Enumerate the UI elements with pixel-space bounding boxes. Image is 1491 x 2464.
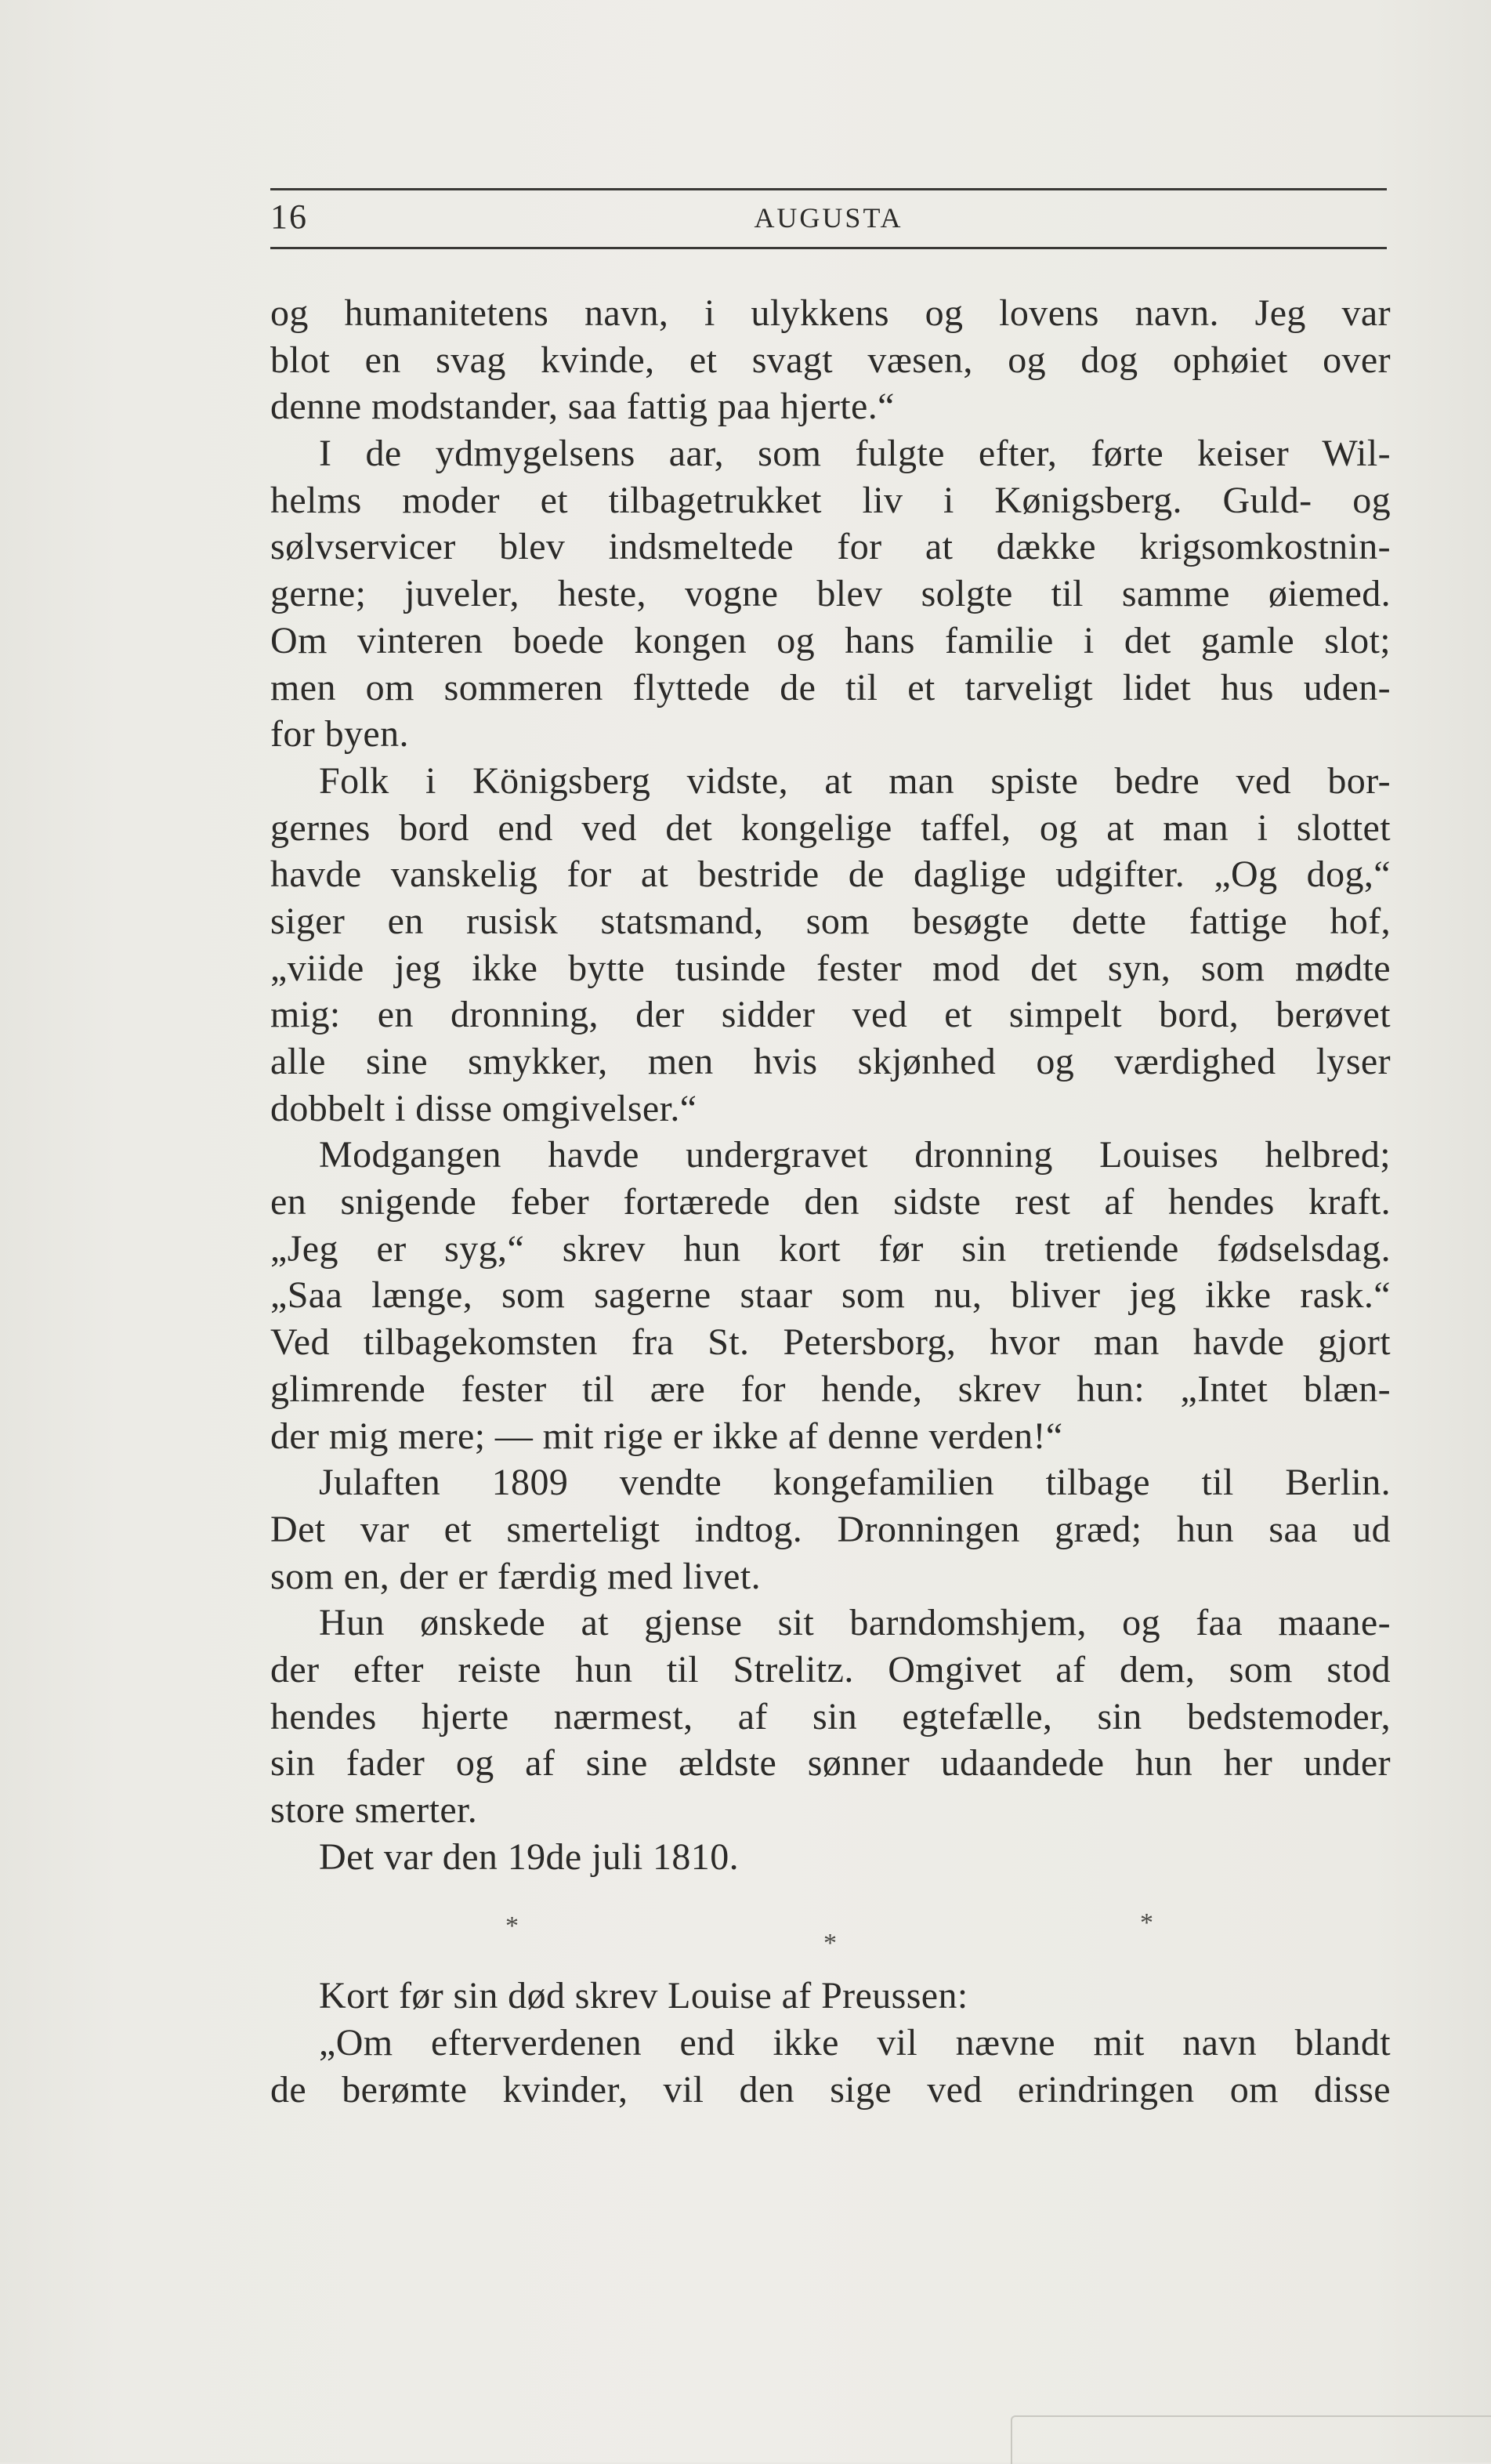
text-line: mig: en dronning, der sidder ved et simpelt bord, berøvet [270, 994, 1391, 1036]
text-line: Det var den 19de juli 1810. [319, 1835, 740, 1878]
page-edge-mark [1011, 2415, 1491, 2464]
text-line: de berømte kvinder, vil den sige ved erindringen om disse [270, 2068, 1391, 2111]
text-line: men om sommeren flyttede de til et tarveligt lidet hus uden- [270, 666, 1391, 708]
text-line: blot en svag kvinde, et svagt væsen, og dog ophøiet over [270, 339, 1391, 381]
text-line: Folk i Königsberg vidste, at man spiste bedre ved bor- [319, 759, 1391, 802]
text-line: Det var et smerteligt indtog. Dronningen græd; hun saa ud [270, 1508, 1391, 1550]
text-line: „Om efterverdenen end ikke vil nævne mit navn blandt [319, 2022, 1391, 2064]
text-line: Ved tilbagekomsten fra St. Petersborg, hvor man havde gjort [270, 1321, 1391, 1364]
text-line: I de ydmygelsens aar, som fulgte efter, førte keiser Wil- [319, 433, 1391, 475]
text-line: som en, der er færdig med livet. [270, 1555, 761, 1597]
text-line: Julaften 1809 vendte kongefamilien tilbage til Berlin. [319, 1462, 1391, 1504]
text-line: hendes hjerte nærmest, af sin egtefælle, sin bedstemoder, [270, 1695, 1391, 1737]
running-head: AUGUSTA [754, 202, 903, 234]
text-line: for byen. [270, 713, 409, 756]
text-line: sølvservicer blev indsmeltede for at dække krigsomkostnin- [270, 526, 1391, 568]
text-line: alle sine smykker, men hvis skjønhed og værdighed lyser [270, 1041, 1391, 1082]
text-line: og humanitetens navn, i ulykkens og lovens navn. Jeg var [270, 292, 1391, 334]
text-line: Hun ønskede at gjense sit barndomshjem, og faa maane- [319, 1602, 1391, 1644]
text-line: „Saa længe, som sagerne staar som nu, bliver jeg ikke rask.“ [270, 1274, 1391, 1317]
text-line: Modgangen havde undergravet dronning Louises helbred; [319, 1134, 1391, 1176]
page-number: 16 [270, 197, 308, 236]
text-line: havde vanskelig for at bestride de daglige udgifter. „Og dog,“ [270, 853, 1391, 896]
text-block-closing [270, 1973, 1391, 2113]
body-text [270, 290, 1391, 2113]
text-line: der efter reiste hun til Strelitz. Omgivet af dem, som stod [270, 1648, 1391, 1690]
text-line: gernes bord end ved det kongelige taffel, og at man i slottet [270, 806, 1391, 849]
page-header [270, 188, 1387, 249]
separator-star-left: * [505, 1911, 519, 1941]
text-line: helms moder et tilbagetrukket liv i Kønigsberg. Guld- og [270, 479, 1391, 521]
text-line: denne modstander, saa fattig paa hjerte.“ [270, 386, 895, 428]
section-separator [270, 1880, 1391, 1973]
text-line: Kort før sin død skrev Louise af Preussen: [319, 1975, 968, 2017]
text-line: „Jeg er syg,“ skrev hun kort før sin tretiende fødselsdag. [270, 1227, 1391, 1270]
text-line: glimrende fester til ære for hende, skrev hun: „Intet blæn- [270, 1368, 1391, 1410]
text-line: gerne; juveler, heste, vogne blev solgte til samme øiemed. [270, 573, 1391, 615]
text-line: „viide jeg ikke bytte tusinde fester mod det syn, som mødte [270, 947, 1391, 989]
separator-star-right: * [1140, 1908, 1153, 1938]
separator-star-middle: * [823, 1929, 837, 1959]
text-line: dobbelt i disse omgivelser.“ [270, 1087, 697, 1129]
text-line: sin fader og af sine ældste sønner udaandede hun her under [270, 1742, 1391, 1785]
text-line: store smerter. [270, 1789, 478, 1831]
text-line: en snigende feber fortærede den sidste rest af hendes kraft. [270, 1181, 1391, 1223]
text-line: Om vinteren boede kongen og hans familie i det gamle slot; [270, 619, 1391, 661]
text-line: der mig mere; — mit rige er ikke af denne verden!“ [270, 1415, 1063, 1457]
text-block-main [270, 290, 1391, 1880]
text-line: siger en rusisk statsmand, som besøgte dette fattige hof, [270, 900, 1391, 942]
